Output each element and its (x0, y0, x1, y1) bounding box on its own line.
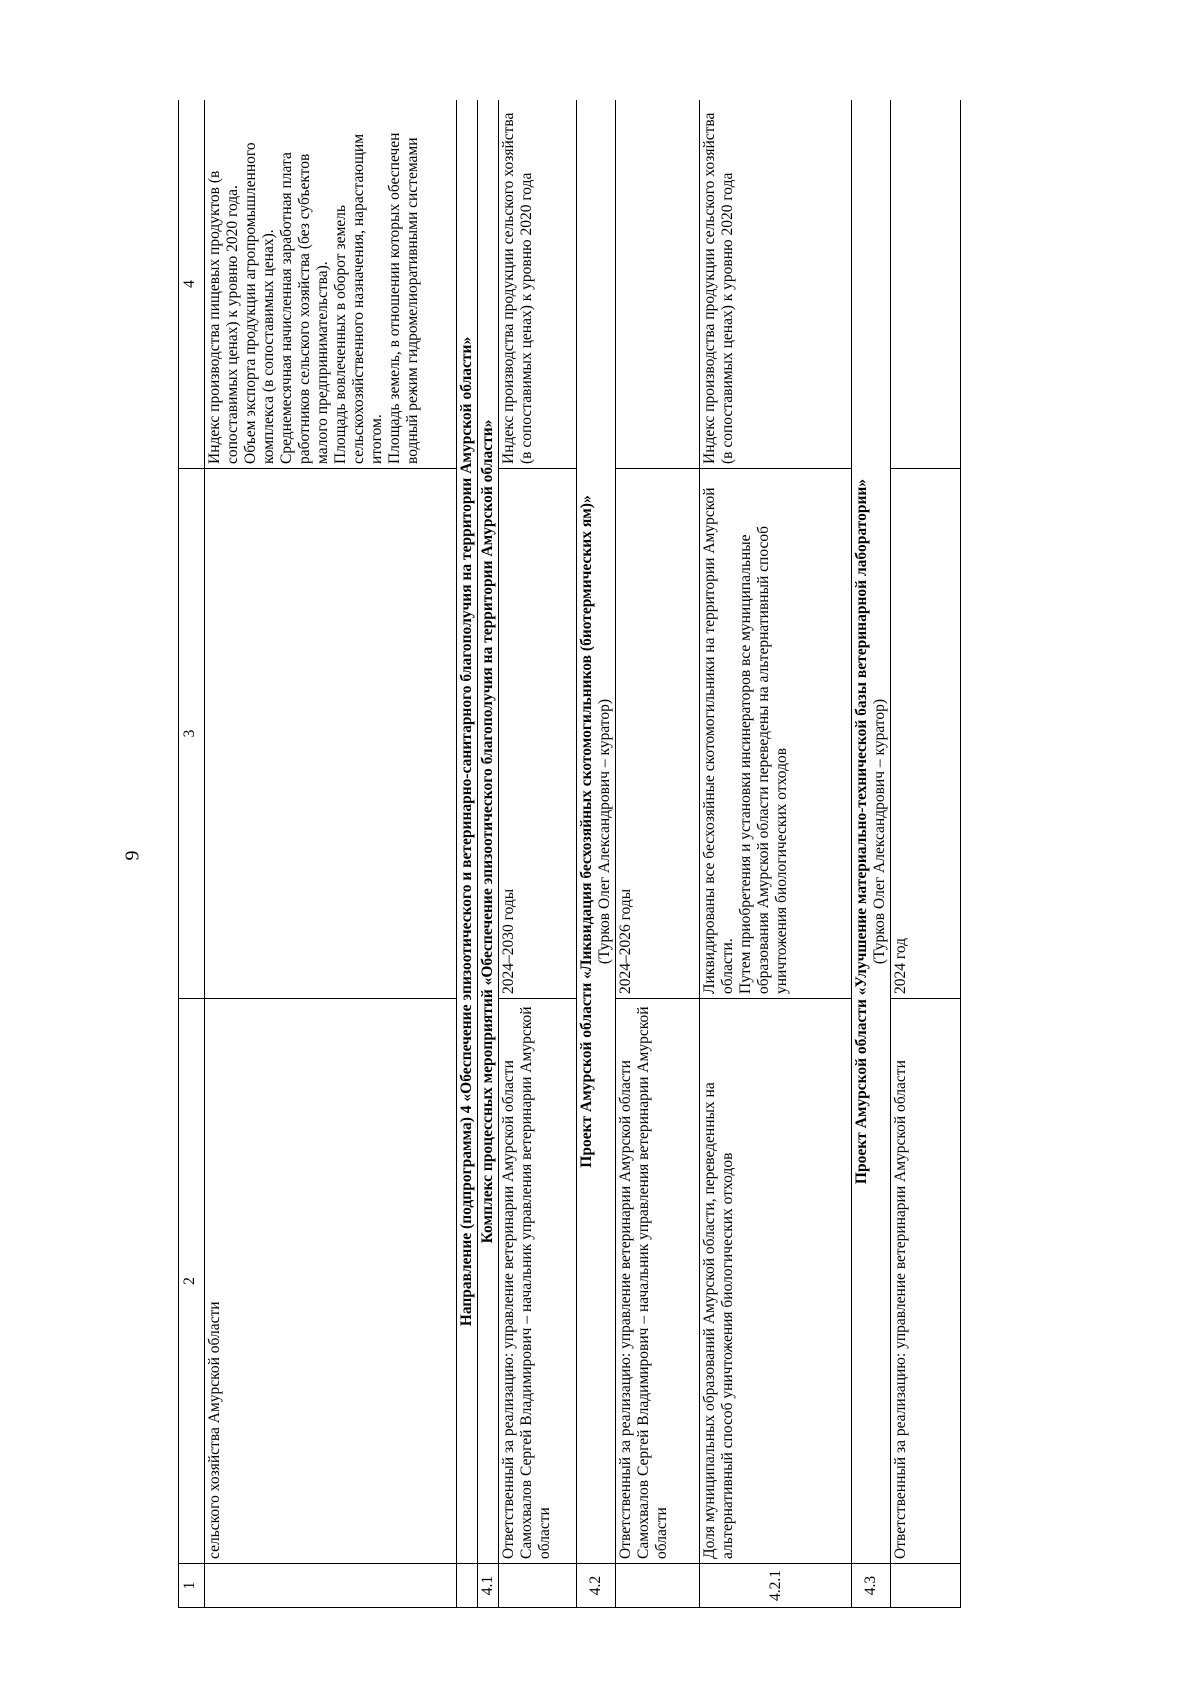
header-col-3: 3 (179, 469, 205, 999)
subsection-title-4-1: Комплекс процессных мероприятий «Обеспечение эпизоотического благополучия на территории Амурской области» (478, 100, 499, 1564)
row-4-2-num (616, 1564, 700, 1608)
program-table (178, 100, 961, 1608)
row-num-4-2-1: 4.2.1 (700, 1564, 852, 1608)
project-name: Проект Амурской области «Улучшение материально-технической базы ветеринарной лаборатории» (853, 478, 870, 1185)
indicator-line: Площадь земель, в отношении которых обеспечен водный режим гидромелиоративными системами (386, 132, 421, 464)
indicator-line: Среднемесячная начисленная заработная плата работников сельского хозяйства (без субъектов малого предпринимательства). (278, 152, 331, 464)
row0-col2: сельского хозяйства Амурской области (205, 999, 457, 1564)
indicator-line: Площадь вовлеченных в оборот земель сельскохозяйственного назначения, нарастающим итогом. (332, 133, 385, 464)
row0-col3 (205, 469, 457, 999)
table-row (205, 100, 457, 1608)
row-4-1-num (499, 1564, 577, 1608)
header-row (179, 100, 205, 1608)
subsection-row (478, 100, 499, 1608)
header-col-1: 1 (179, 1564, 205, 1608)
row0-col4 (205, 100, 457, 469)
row-num-4-1: 4.1 (478, 1564, 499, 1608)
row-4-1-col2 (499, 999, 577, 1564)
project-row (577, 100, 616, 1608)
indicator-line: Объем экспорта продукции агропромышленного комплекса (в сопоставимых ценах). (242, 142, 277, 464)
row-num-4-2: 4.2 (577, 1564, 616, 1608)
project-name: Проект Амурской области «Ликвидация бесхозяйных скотомогильников (биотермических ям)» (578, 495, 595, 1168)
rotated-page (178, 100, 1066, 1608)
row0-num (205, 1564, 457, 1608)
row-4-2-1-col2: Доля муниципальных образований Амурской области, переведенных на альтернативный способ уничтожения биологических отходов (700, 999, 852, 1564)
responsible-line: Самохвалов Сергей Владимирович – начальник управления ветеринарии Амурской области (635, 1006, 670, 1559)
rotated-content (178, 100, 1066, 1608)
row-num-4-3: 4.3 (852, 1564, 891, 1608)
project-title-4-2 (577, 100, 616, 1564)
responsible-line: Ответственный за реализацию: управление ветеринарии Амурской области (500, 1060, 517, 1559)
indicator-line: Индекс производства пищевых продуктов (в сопоставимых ценах) к уровню 2020 года. (206, 170, 241, 464)
table-row (891, 100, 961, 1608)
page-number: 9 (121, 850, 144, 861)
table-row (499, 100, 577, 1608)
project-title-4-3 (852, 100, 891, 1564)
table-row (700, 100, 852, 1608)
result-line: Путем приобретения и установки инсинераторов все муниципальные образования Амурской области переведены на альтернативный способ уничтожения биологических отходов (737, 526, 790, 994)
row-4-2-col2 (616, 999, 700, 1564)
row-4-2-col3: 2024–2026 годы (616, 469, 700, 999)
section-title: Направление (подпрограмма) 4 «Обеспечение эпизоотического и ветеринарно-санитарного благополучия на территории Амурской области» (457, 100, 478, 1564)
project-curator: (Турков Олег Александрович – куратор) (871, 698, 888, 965)
result-line: Ликвидированы все бесхозяйные скотомогильники на территории Амурской области. (701, 487, 736, 994)
responsible-line: Ответственный за реализацию: управление ветеринарии Амурской области (617, 1060, 634, 1559)
row-4-3-col4 (891, 100, 961, 469)
row-4-2-1-col3 (700, 469, 852, 999)
header-col-4: 4 (179, 100, 205, 469)
table-row (616, 100, 700, 1608)
row-4-3-num (891, 1564, 961, 1608)
row-4-3-col3: 2024 год (891, 469, 961, 999)
header-col-2: 2 (179, 999, 205, 1564)
row-4-1-col3: 2024–2030 годы (499, 469, 577, 999)
section-row (457, 100, 478, 1608)
project-curator: (Турков Олег Александрович – куратор) (596, 698, 613, 965)
row-4-1-col4: Индекс производства продукции сельского хозяйства (в сопоставимых ценах) к уровню 2020 года (499, 100, 577, 469)
row-4-3-col2: Ответственный за реализацию: управление ветеринарии Амурской области (891, 999, 961, 1564)
section-num (457, 1564, 478, 1608)
row-4-2-1-col4: Индекс производства продукции сельского хозяйства (в сопоставимых ценах) к уровню 2020 года (700, 100, 852, 469)
project-row (852, 100, 891, 1608)
row-4-2-col4 (616, 100, 700, 469)
responsible-line: Самохвалов Сергей Владимирович – начальник управления ветеринарии Амурской области (518, 1006, 553, 1559)
